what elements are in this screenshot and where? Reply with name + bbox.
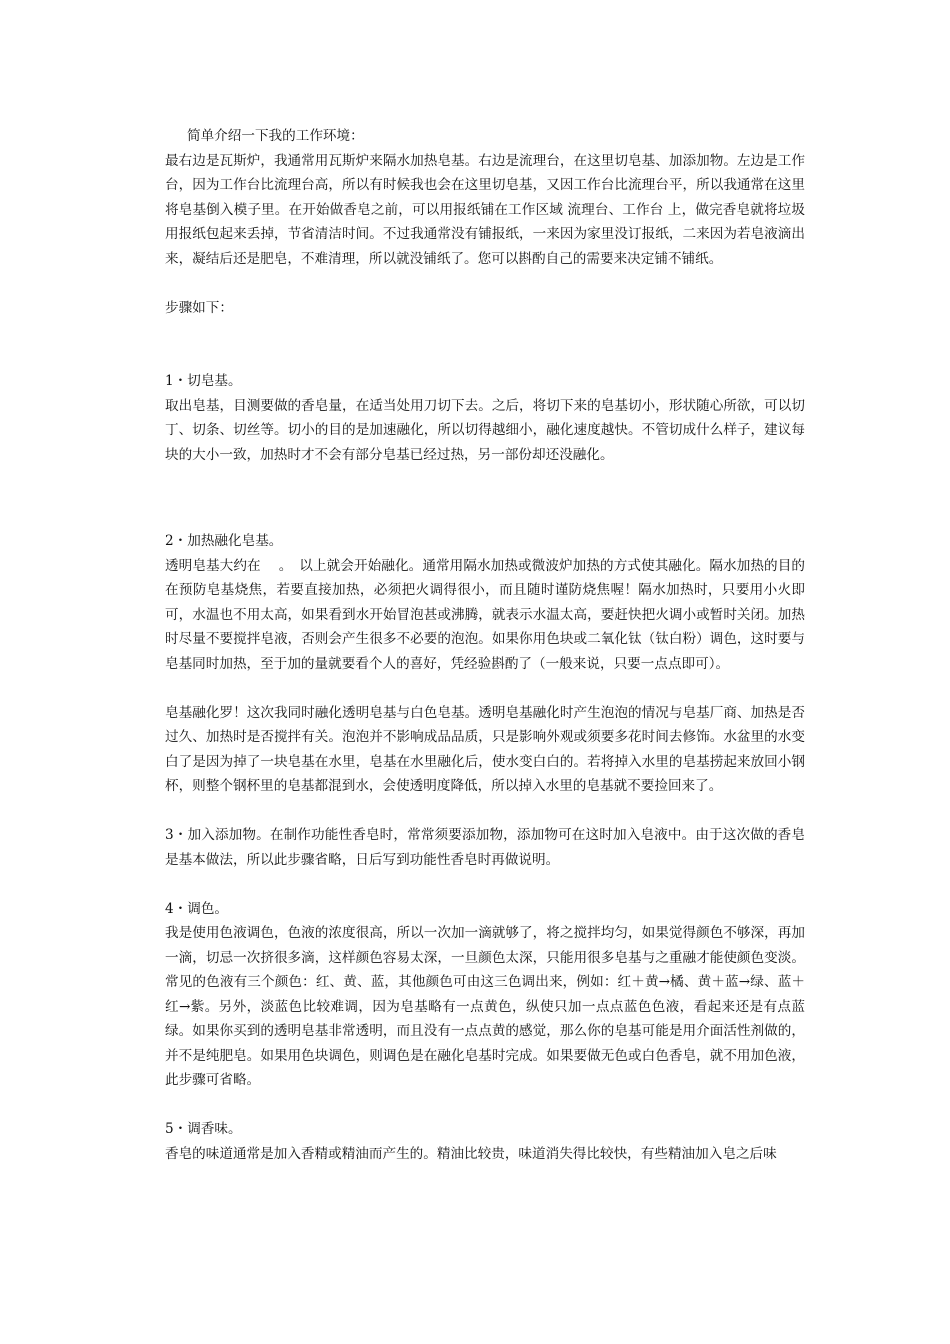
- steps-intro: 步骤如下：: [165, 299, 233, 316]
- step-2-extra-paragraph: 皂基融化罗！这次我同时融化透明皂基与白色皂基。透明皂基融化时产生泡泡的情况与皂基厂商、加热是否过久、加热时是否搅拌有关。泡泡并不影响成品品质，只是影响外观或须要多花时间去修饰。水盆里的水变白了是因为掉了一块皂基在水里，皂基在水里融化后，使水变白白的。若将掉入水里的皂基捞起来放回小钢杯，则整个钢杯里的皂基都混到水，会使透明度降低，所以掉入水里的皂基就不要捡回来了。: [165, 704, 805, 794]
- step-2-heading: 2・加热融化皂基。: [165, 533, 283, 549]
- step-3-paragraph: 3・加入添加物。在制作功能性香皂时，常常须要添加物，添加物可在这时加入皂液中。由于这次做的香皂是基本做法，所以此步骤省略，日后写到功能性香皂时再做说明。: [165, 827, 805, 868]
- document-page: [165, 124, 805, 1166]
- step-1-body: 取出皂基，目测要做的香皂量，在适当处用刀切下去。之后，将切下来的皂基切小，形状随心所欲，可以切丁、切条、切丝等。切小的目的是加速融化，所以切得越细小，融化速度越快。不管切成什么样子，建议每块的大小一致，加热时才不会有部分皂基已经过热，另一部份却还没融化。: [165, 397, 805, 463]
- step-4-body: 我是使用色液调色，色液的浓度很高，所以一次加一滴就够了，将之搅拌均匀，如果觉得颜色不够深，再加一滴，切忌一次挤很多滴，这样颜色容易太深，一旦颜色太深，只能用很多皂基与之重融才能使颜色变淡。常见的色液有三个颜色：红、黄、蓝，其他颜色可由这三色调出来，例如：红＋黄→橘、黄＋蓝→绿、蓝＋红→紫。另外，淡蓝色比较难调，因为皂基略有一点黄色，纵使只加一点点蓝色色液，看起来还是有点蓝绿。如果你买到的透明皂基非常透明，而且没有一点点黄的感觉，那么你的皂基可能是用介面活性剂做的，并不是纯肥皂。如果用色块调色，则调色是在融化皂基时完成。如果要做无色或白色香皂，就不用加色液，此步骤可省略。: [165, 925, 805, 1088]
- step-1-heading: 1・切皂基。: [165, 373, 242, 389]
- intro-paragraph: 最右边是瓦斯炉，我通常用瓦斯炉来隔水加热皂基。右边是流理台，在这里切皂基、加添加物。左边是工作台，因为工作台比流理台高，所以有时候我也会在这里切皂基，又因工作台比流理台平，所以我通常在这里将皂基倒入模子里。在开始做香皂之前，可以用报纸铺在工作区域 流理台、工作台 上，做完香皂就将垃圾用报纸包起来丢掉，节省清洁时间。不过我通常没有铺报纸，一来因为家里没订报纸，二来因为若皂液滴出来，凝结后还是肥皂，不难清理，所以就没铺纸了。您可以斟酌自己的需要来决定铺不铺纸。: [165, 152, 805, 267]
- step-2-body: 透明皂基大约在 。 以上就会开始融化。通常用隔水加热或微波炉加热的方式使其融化。隔水加热的目的在预防皂基烧焦，若要直接加热，必须把火调得很小，而且随时谨防烧焦喔！隔水加热时，只要用小火即可，水温也不用太高，如果看到水开始冒泡甚或沸腾，就表示水温太高，要赶快把火调小或暂时关闭。加热时尽量不要搅拌皂液，否则会产生很多不必要的泡泡。如果你用色块或二氧化钛（钛白粉）调色，这时要与皂基同时加热，至于加的量就要看个人的喜好，凭经验斟酌了（一般来说，只要一点点即可）。: [165, 557, 805, 672]
- intro-heading: 简单介绍一下我的工作环境：: [187, 128, 364, 144]
- step-5-heading: 5・调香味。: [165, 1121, 242, 1137]
- step-5-body: 香皂的味道通常是加入香精或精油而产生的。精油比较贵，味道消失得比较快，有些精油加入皂之后味: [165, 1145, 777, 1162]
- step-4-heading: 4・调色。: [165, 900, 229, 917]
